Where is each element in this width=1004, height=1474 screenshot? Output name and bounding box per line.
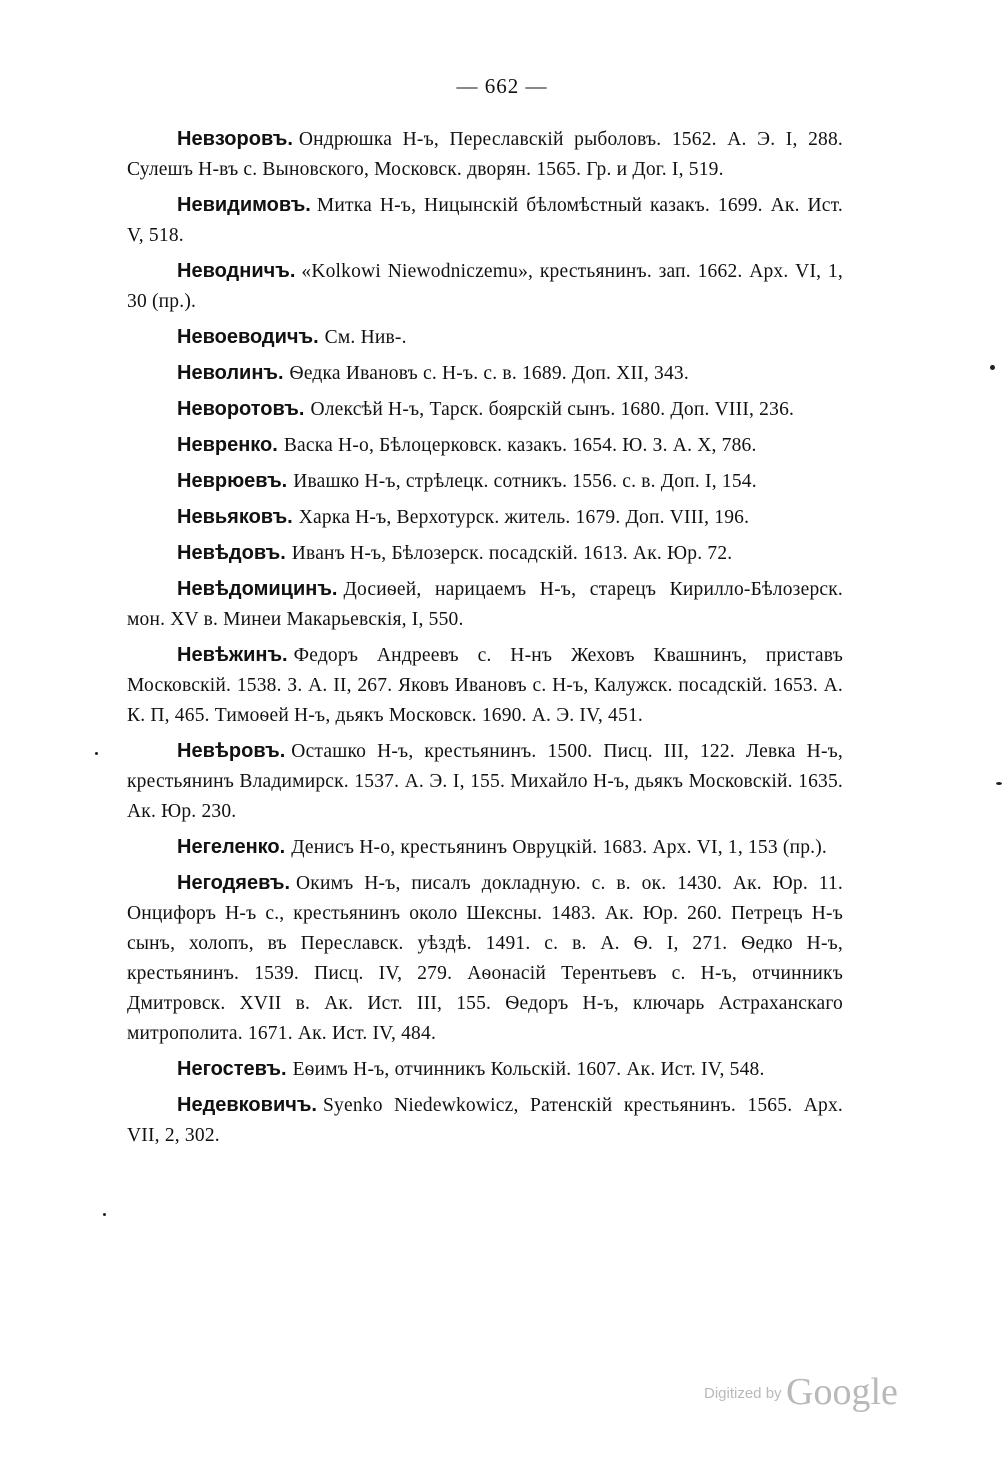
entry-text: Митка Н-ъ, Ницынскій бѣломѣстный казакъ. 1699. Ак. Ист. V, 518.	[127, 195, 843, 246]
dictionary-entry	[127, 868, 843, 1049]
dictionary-entry	[127, 430, 843, 461]
dictionary-entry	[127, 502, 843, 533]
entry-headword: Неводничъ.	[177, 260, 296, 282]
entry-headword: Невзоровъ.	[177, 128, 293, 150]
margin-speck	[103, 1213, 106, 1216]
dictionary-entry	[127, 574, 843, 635]
entry-headword: Невоеводичъ.	[177, 326, 319, 348]
digitized-label: Digitized by	[704, 1385, 782, 1402]
dictionary-entry	[127, 190, 843, 251]
entry-headword: Невѣровъ.	[177, 740, 286, 762]
dictionary-entry	[127, 466, 843, 497]
entry-headword: Негодяевъ.	[177, 872, 291, 894]
entry-text: Васка Н-о, Бѣлоцерковск. казакъ. 1654. Ю. З. А. X, 786.	[283, 435, 757, 456]
entry-text: Ондрюшка Н-ъ, Переславскій рыболовъ. 1562. А. Э. I, 288. Сулешъ Н-въ с. Выновского, Московск. дворян. 1565. Гр. и Дог. I, 519.	[127, 129, 843, 180]
entry-headword: Неворотовъ.	[177, 398, 305, 420]
dictionary-entry	[127, 640, 843, 731]
margin-speck	[996, 782, 1002, 785]
entry-headword: Невѣдомицинъ.	[177, 578, 338, 600]
margin-speck	[990, 365, 995, 370]
entry-text: Окимъ Н-ъ, писалъ докладную. с. в. ок. 1430. Ак. Юр. 11. Онцифоръ Н-ъ с., крестьянинъ около Шексны. 1483. Ак. Юр. 260. Петрецъ Н-ъ сынъ, холопъ, въ Переславск. уѣздѣ. 1491. с. в. А. Ѳ. I, 271. Ѳедко Н-ъ, крестьянинъ. 1539. Писц. IV, 279. Аѳонасій Терентьевъ с. Н-ъ, отчинникъ Дмитровск. XVII в. Ак. Ист. III, 155. Ѳедоръ Н-ъ, ключарь Астраханскаго митрополита. 1671. Ак. Ист. IV, 484.	[127, 873, 843, 1044]
dictionary-entry	[127, 1090, 843, 1151]
entry-text: См. Нив-.	[324, 327, 407, 348]
entry-headword: Негостевъ.	[177, 1058, 287, 1080]
dictionary-entries	[127, 124, 843, 1156]
dictionary-entry	[127, 1054, 843, 1085]
entry-headword: Негеленко.	[177, 836, 286, 858]
dictionary-entry	[127, 322, 843, 353]
entry-headword: Невѣдовъ.	[177, 542, 286, 564]
page-number: — 662 —	[456, 74, 548, 98]
entry-headword: Невренко.	[177, 434, 278, 456]
entry-text: Федоръ Андреевъ с. Н-нъ Жеховъ Квашнинъ, приставъ Московскій. 1538. З. А. II, 267. Яковъ Ивановъ с. Н-ъ, Калужск. посадскій. 1653. А. К. П, 465. Тимоѳей Н-ъ, дьякъ Московск. 1690. А. Э. IV, 451.	[127, 645, 843, 726]
entry-text: «Kolkowi Niewodniczemu», крестьянинъ. зап. 1662. Арх. VI, 1, 30 (пр.).	[127, 261, 843, 312]
google-logo: Google	[786, 1371, 898, 1413]
entry-headword: Невьяковъ.	[177, 506, 293, 528]
entry-text: Олексѣй Н-ъ, Тарск. боярскій сынъ. 1680. Доп. VIII, 236.	[310, 399, 795, 420]
dictionary-entry	[127, 358, 843, 389]
entry-text: Ѳедка Ивановъ с. Н-ъ. с. в. 1689. Доп. XII, 343.	[289, 363, 689, 384]
dictionary-entry	[127, 124, 843, 185]
entry-headword: Невѣжинъ.	[177, 644, 288, 666]
margin-speck	[95, 752, 98, 755]
entry-text: Иванъ Н-ъ, Бѣлозерск. посадскій. 1613. Ак. Юр. 72.	[291, 543, 733, 564]
entry-text: Еѳимъ Н-ъ, отчинникъ Кольскій. 1607. Ак. Ист. IV, 548.	[292, 1059, 765, 1080]
entry-headword: Неволинъ.	[177, 362, 284, 384]
entry-text: Syenko Niedewkowicz, Ратенскій крестьянинъ. 1565. Арх. VII, 2, 302.	[127, 1095, 843, 1146]
entry-headword: Неврюевъ.	[177, 470, 288, 492]
entry-headword: Недевковичъ.	[177, 1094, 317, 1116]
entry-text: Досиѳей, нарицаемъ Н-ъ, старецъ Кирилло-Бѣлозерск. мон. XV в. Минеи Макарьевскія, I, 550.	[127, 579, 843, 630]
entry-text: Харка Н-ъ, Верхотурск. житель. 1679. Доп. VIII, 196.	[298, 507, 750, 528]
dictionary-entry	[127, 538, 843, 569]
dictionary-entry	[127, 736, 843, 827]
dictionary-entry	[127, 832, 843, 863]
dictionary-entry	[127, 256, 843, 317]
entry-headword: Невидимовъ.	[177, 194, 311, 216]
dictionary-entry	[127, 394, 843, 425]
entry-text: Денисъ Н-о, крестьянинъ Овруцкій. 1683. Арх. VI, 1, 153 (пр.).	[291, 837, 828, 858]
entry-text: Ивашко Н-ъ, стрѣлецк. сотникъ. 1556. с. в. Доп. I, 154.	[293, 471, 757, 492]
digitized-by-watermark	[704, 1370, 898, 1414]
entry-text: Осташко Н-ъ, крестьянинъ. 1500. Писц. III, 122. Левка Н-ъ, крестьянинъ Владимирск. 1537. А. Э. I, 155. Михайло Н-ъ, дьякъ Московскій. 1635. Ак. Юр. 230.	[127, 741, 843, 822]
